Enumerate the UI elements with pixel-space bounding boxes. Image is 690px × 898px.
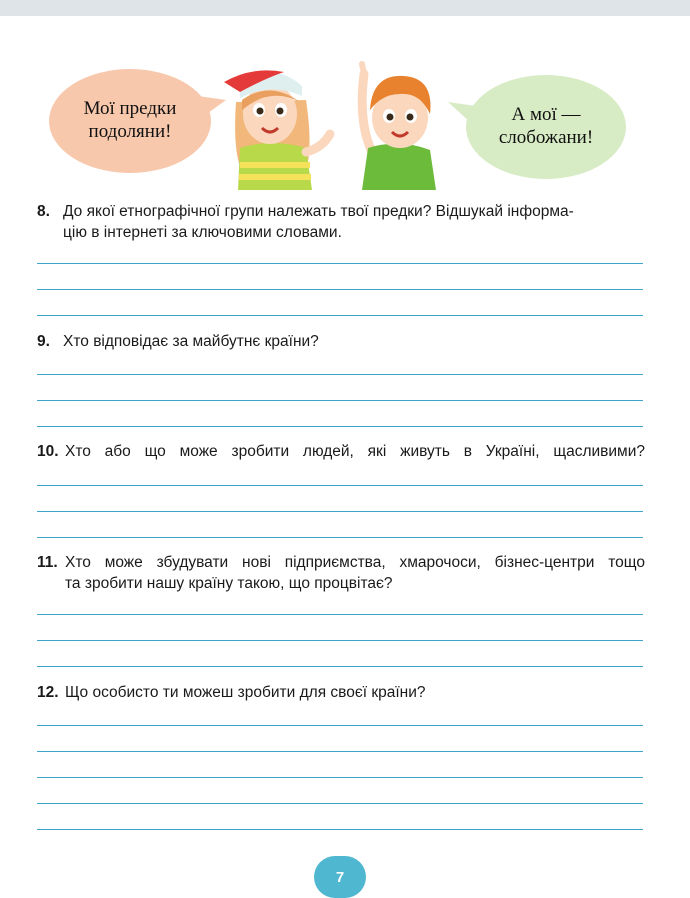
answer-line[interactable] <box>37 666 643 667</box>
page-top-band <box>0 0 690 16</box>
question-text-line-2: цію в інтернеті за ключовими словами. <box>63 224 342 241</box>
speech-bubble-right-line-1: А мої — <box>511 104 581 125</box>
question-text-line-1: Хто може збудувати нові підприємства, хмарочоси, бізнес-центри тощо <box>65 554 645 571</box>
question-number: 8. <box>37 203 50 220</box>
page-number: 7 <box>335 868 345 886</box>
question-12 <box>37 682 645 703</box>
answer-line[interactable] <box>37 614 643 615</box>
answer-line[interactable] <box>37 289 643 290</box>
speech-bubble-left-line-2: подоляни! <box>88 121 172 142</box>
question-text-line-1: Що особисто ти можеш зробити для своєї країни? <box>65 684 426 701</box>
question-number: 10. <box>37 443 59 460</box>
answer-line[interactable] <box>37 426 643 427</box>
question-text-line-1: До якої етнографічної групи належать твої предки? Відшукай інформа- <box>63 203 574 220</box>
boy-figure <box>362 64 436 190</box>
question-11 <box>37 552 645 594</box>
answer-line[interactable] <box>37 751 643 752</box>
answer-line[interactable] <box>37 640 643 641</box>
question-number: 9. <box>37 333 50 350</box>
page-number-badge <box>314 856 366 898</box>
answer-line[interactable] <box>37 829 643 830</box>
question-8 <box>37 201 645 243</box>
speech-bubble-right-line-2: слобожани! <box>498 127 594 148</box>
answer-line[interactable] <box>37 400 643 401</box>
question-text-line-2: та зробити нашу країну такою, що процвітає? <box>65 575 393 592</box>
question-9 <box>37 331 645 352</box>
question-number: 11. <box>37 554 58 571</box>
answer-line[interactable] <box>37 485 643 486</box>
answer-line[interactable] <box>37 263 643 264</box>
question-number: 12. <box>37 684 59 701</box>
answer-line[interactable] <box>37 315 643 316</box>
answer-line[interactable] <box>37 511 643 512</box>
question-text-line-1: Хто або що може зробити людей, які живуть в Україні, щасливими? <box>65 443 645 460</box>
question-text-line-1: Хто відповідає за майбутнє країни? <box>63 333 319 350</box>
speech-bubble-left <box>48 66 226 174</box>
children-illustration <box>222 52 450 190</box>
answer-line[interactable] <box>37 537 643 538</box>
girl-figure <box>224 70 330 190</box>
answer-line[interactable] <box>37 725 643 726</box>
speech-bubble-right <box>448 72 628 180</box>
question-10 <box>37 441 645 462</box>
answer-line[interactable] <box>37 803 643 804</box>
answer-line[interactable] <box>37 777 643 778</box>
answer-line[interactable] <box>37 374 643 375</box>
speech-bubble-left-line-1: Мої предки <box>83 98 177 119</box>
